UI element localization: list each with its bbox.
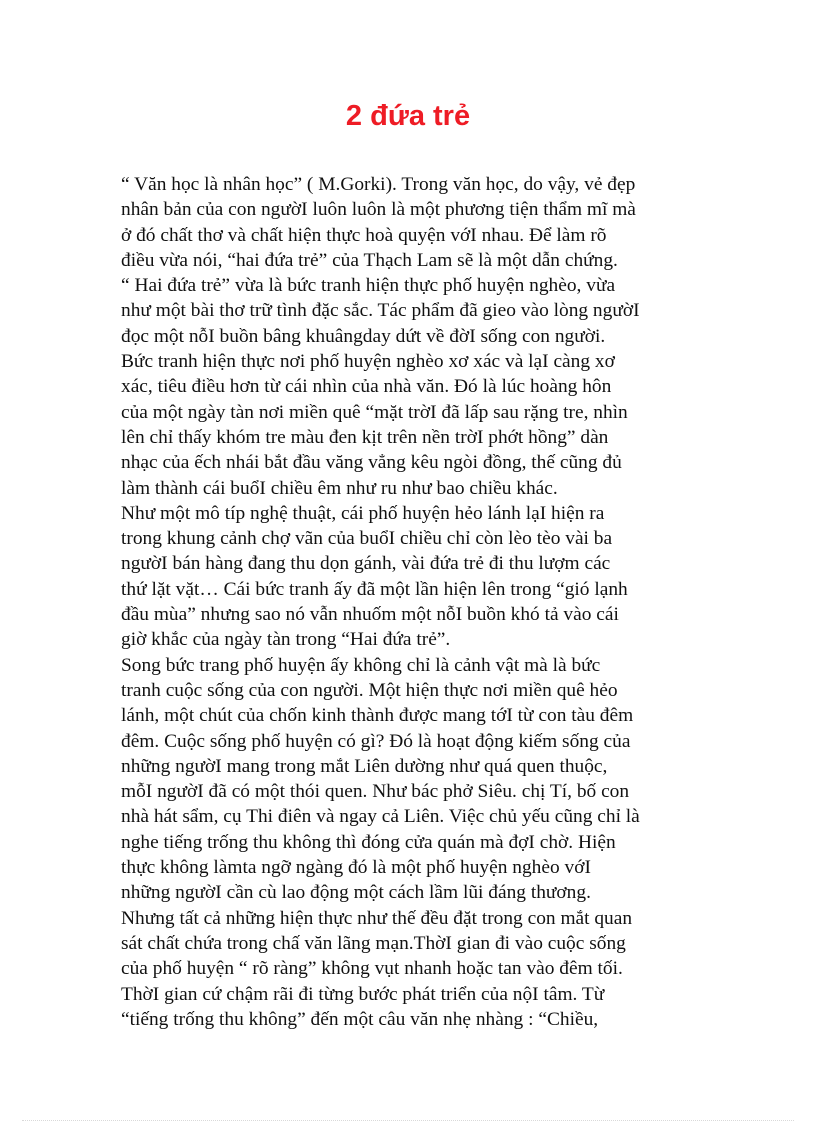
- essay-line: của một ngày tàn nơi miền quê “mặt trờI đã lấp sau rặng tre, nhìn: [121, 401, 628, 423]
- essay-line: nhạc của ếch nhái bắt đầu văng vẳng kêu ngòi đồng, thế cũng đủ: [121, 452, 622, 474]
- essay-line: giờ khắc của ngày tàn trong “Hai đứa trẻ”.: [121, 629, 451, 651]
- essay-line: “ Văn học là nhân học” ( M.Gorki). Trong văn học, do vậy, vẻ đẹp: [121, 174, 636, 195]
- essay-line: đọc một nỗI buồn bâng khuângday dứt về đờI sống con người.: [121, 325, 606, 347]
- essay-body: [121, 172, 701, 1032]
- essay-line: Nhưng tất cả những hiện thực như thế đều đặt trong con mắt quan: [121, 907, 633, 929]
- essay-line: như một bài thơ trữ tình đặc sắc. Tác phẩm đã gieo vào lòng ngườI: [121, 300, 640, 322]
- essay-line: Bức tranh hiện thực nơi phố huyện nghèo xơ xác và lạI càng xơ: [121, 351, 615, 373]
- essay-line: thứ lặt vặt… Cái bức tranh ấy đã một lần hiện lên trong “gió lạnh: [121, 578, 628, 600]
- page-title: 2 đứa trẻ: [345, 100, 471, 132]
- essay-line: làm thành cái buổI chiều êm như ru như bao chiều khác.: [121, 477, 558, 499]
- essay-line: những ngườI mang trong mắt Liên dường như quá quen thuộc,: [121, 755, 608, 777]
- page-bottom-divider: [22, 1120, 794, 1121]
- essay-line: mỗI ngườI đã có một thói quen. Như bác phở Siêu. chị Tí, bố con: [121, 781, 630, 803]
- essay-line: Song bức trang phố huyện ấy không chỉ là cảnh vật mà là bức: [121, 654, 601, 676]
- essay-line: những ngườI cần cù lao động một cách lầm lũi đáng thương.: [121, 882, 591, 904]
- essay-line: ThờI gian cứ chậm rãi đi từng bước phát triển của nộI tâm. Từ: [121, 983, 605, 1005]
- essay-line: nghe tiếng trống thu không thì đóng cửa quán mà đợI chờ. Hiện: [121, 831, 616, 853]
- essay-line: lánh, một chút của chốn kinh thành được mang tớI từ con tàu đêm: [121, 705, 634, 727]
- essay-line: điều vừa nói, “hai đứa trẻ” của Thạch Lam sẽ là một dẫn chứng.: [121, 249, 618, 271]
- essay-line: ngườI bán hàng đang thu dọn gánh, vài đứa trẻ đi thu lượm các: [121, 553, 611, 575]
- essay-line: “tiếng trống thu không” đến một câu văn nhẹ nhàng : “Chiều,: [121, 1008, 599, 1030]
- essay-line: sát chất chứa trong chấ văn lãng mạn.ThờI gian đi vào cuộc sống: [121, 932, 626, 954]
- essay-line: tranh cuộc sống của con người. Một hiện thực nơi miền quê hẻo: [121, 679, 618, 701]
- essay-line: đầu mùa” nhưng sao nó vẫn nhuốm một nỗI buồn khó tả vào cái: [121, 604, 619, 626]
- essay-line: xác, tiêu điều hơn từ cái nhìn của nhà văn. Đó là lúc hoàng hôn: [121, 376, 612, 398]
- essay-line: đêm. Cuộc sống phố huyện có gì? Đó là hoạt động kiếm sống của: [121, 730, 631, 752]
- essay-line: của phố huyện “ rõ ràng” không vụt nhanh hoặc tan vào đêm tối.: [121, 958, 623, 980]
- essay-line: nhân bản của con ngườI luôn luôn là một phương tiện thẩm mĩ mà: [121, 199, 636, 221]
- essay-line: nhà hát sẩm, cụ Thi điên và ngay cả Liên. Việc chủ yếu cũng chỉ là: [121, 806, 640, 828]
- essay-line: ở đó chất thơ và chất hiện thực hoà quyện vớI nhau. Để làm rõ: [121, 224, 607, 246]
- essay-line: Như một mô típ nghệ thuật, cái phố huyện hẻo lánh lạI hiện ra: [121, 502, 605, 524]
- essay-line: trong khung cảnh chợ vãn của buổI chiều chỉ còn lèo tèo vài ba: [121, 528, 613, 550]
- essay-line: lên chỉ thấy khóm tre màu đen kịt trên nền trờI phớt hồng” dàn: [121, 426, 609, 448]
- essay-line: “ Hai đứa trẻ” vừa là bức tranh hiện thực phố huyện nghèo, vừa: [121, 275, 616, 297]
- essay-line: thực không làmta ngỡ ngàng đó là một phố huyện nghèo vớI: [121, 857, 591, 879]
